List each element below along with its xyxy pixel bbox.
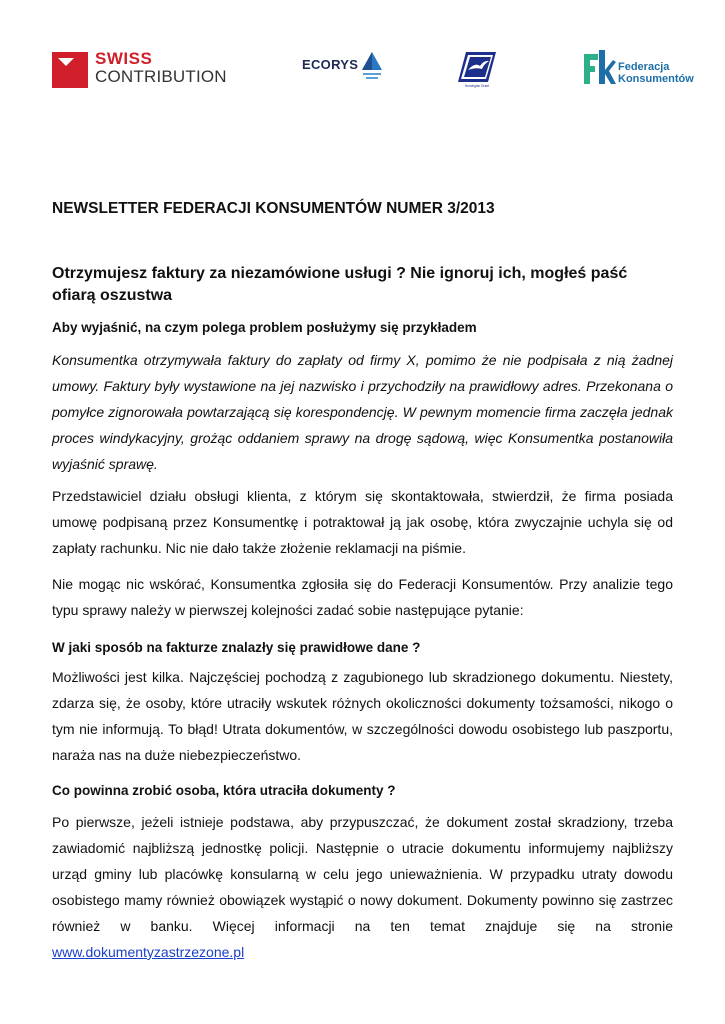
- norway-grants-logo: [458, 48, 498, 88]
- paragraph-federation: Nie mogąc nic wskórać, Konsumentka zgłosiła się do Federacji Konsumentów. Przy analizie tego typu sprawy należy w pierwszej kolejności zadać sobie następujące pytanie:: [52, 576, 673, 618]
- swiss-logo-line2: CONTRIBUTION: [95, 67, 227, 86]
- dokumenty-zastrzezone-link[interactable]: www.dokumentyzastrzezone.pl: [52, 944, 245, 960]
- federacja-konsumentow-logo: [580, 48, 694, 90]
- paragraph-possibilities: Możliwości jest kilka. Najczęściej pochodzą z zagubionego lub skradzionego dokumentu. Niestety, zdarza się, że osoby, które utraciły wskutek różnych okoliczności dokumenty tożsamości, nikogo o tym nie informują. To błąd! Utrata dokumentów, w szczególności dowodu osobistego lub paszportu, naraża nas na duże niebezpieczeństwo.: [52, 669, 673, 763]
- example-paragraph: Konsumentka otrzymywała faktury do zapłaty od firmy X, pomimo że nie podpisała z nią żadnej umowy. Faktury były wystawione na jej nazwisko i przychodziły na prawidłowy adres. Przekonana o pomyłce zignorowała powtarzającą się korespondencję. W pewnym momencie firma zaczęła jednak proces windykacyjny, grożąc oddaniem sprawy na drogę sądową, więc Konsumentka postanowiła wyjaśnić sprawę.: [52, 352, 673, 472]
- swiss-logo-line1: SWISS: [95, 49, 153, 68]
- ecorys-logo-text: ECORYS: [302, 57, 359, 72]
- subheading-lost-documents: Co powinna zrobić osoba, która utraciła dokumenty ?: [52, 783, 396, 798]
- swiss-contribution-logo: [52, 50, 232, 90]
- article-title: Otrzymujesz faktury za niezamówione usługi ? Nie ignoruj ich, mogłeś paść ofiarą oszustwa: [52, 265, 628, 304]
- newsletter-title: NEWSLETTER FEDERACJI KONSUMENTÓW NUMER 3/2013: [52, 200, 495, 217]
- fk-monogram-icon: [580, 48, 616, 88]
- paragraph-what-to-do-text: Po pierwsze, jeżeli istnieje podstawa, aby przypuszczać, że dokument został skradziony, trzeba zawiadomić najbliższą jednostkę policji. Następnie o utracie dokumentu informujemy najbliższy urząd gminy lub placówkę konsularną w celu jego unieważnienia. W przypadku utraty dowodu osobistego mamy również obowiązek wystąpić o nowy dokument. Dokumenty powinno się zastrzec również w banku. Więcej informacji na ten temat znajduje się na stronie: [52, 814, 673, 934]
- fk-logo-line2: Konsumentów: [618, 73, 694, 85]
- norway-logo-caption: Norwegian Grant: [464, 84, 490, 88]
- ecorys-sail-icon: [360, 50, 384, 84]
- subheading-example: Aby wyjaśnić, na czym polega problem posłużymy się przykładem: [52, 320, 477, 335]
- fk-logo-line1: Federacja: [618, 61, 670, 73]
- swiss-flag-icon: [52, 52, 88, 88]
- paragraph-what-to-do: [52, 809, 673, 965]
- subheading-data-source: W jaki sposób na fakturze znalazły się prawidłowe dane ?: [52, 640, 421, 655]
- paragraph-customer-service: Przedstawiciel działu obsługi klienta, z którym się skontaktowała, stwierdził, że firma posiada umowę podpisaną przez Konsumentkę i potraktował ją jak osobę, która zwyczajnie uchyla się od zapłaty rachunku. Nic nie dało także złożenie reklamacji na piśmie.: [52, 488, 673, 556]
- ecorys-logo: [302, 48, 386, 88]
